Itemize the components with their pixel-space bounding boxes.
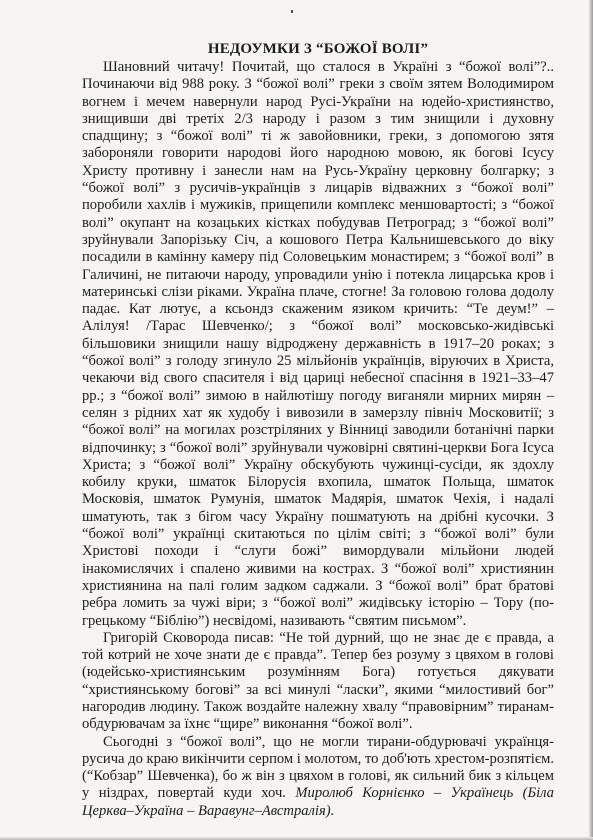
article-title: НЕДОУМКИ З “БОЖОЇ ВОЛІ” [207, 41, 429, 57]
scan-speck [291, 10, 293, 13]
paragraph-2: Григорій Сковорода писав: “Не той дурний, що не знає де є правда, а той котрий не хоче знати де є правда”. Тепер без розуму з цвяхом в голові (юдейсько-християнським розумінням Бога) готується дякувати “християнському богові” за всі минулі “ласки”, якими “милостивий бог” нагородив людину. Також воздайте належну хвалу “правовірним” тиранам-обдурювачам за їхнє “щире” виконання “божої волі”. [82, 629, 554, 733]
paragraph-3-text: Сьогодні з “божої волі”, що не могли тирани-обдурювачі українця-русича до краю викінчити серпом і молотом, то доб'ють хрестом-розпятієм. (“Кобзар” Шевченка), бо ж він з цвяхом в голові, як сильний бик з кільцем у ніздрах, повертай куди хоч. [82, 733, 554, 802]
author-signature: Миролюб Корнієнко – Українець (Біла Церква–Україна – Варавунг–Австралія). [82, 785, 554, 819]
scan-edge-right [589, 0, 593, 840]
article [82, 40, 554, 820]
paragraph-3 [82, 734, 554, 820]
paragraph-1: Шановний читачу! Почитай, що сталося в Україні з “божої волі”?.. Починаючи від 988 року. З “божої волі” греки з своїм зятем Володимиром вогнем і мечем навернули народ Русі-України на юдейо-християнство, знищивши дві третіх 2/3 народу і разом з тим знищили і духовну спадщину; з “божої волі” ті ж завойовники, греки, з допомогою зятя забороняли говорити народові його народною мовою, як богові Ісусу Христу противну і занесли нам на Русь-Україну церковну болгарку; з “божої волі” з русичів-українців з лицарів відважних з “божої волі” поробили хахлів і мужиків, прищепили комплекс меншовартості; з “божої волі” окупант на козацьких кістках побудував Петроград; з “божої волі” зруйнували Запорізьку Січ, а кошового Петра Кальнишевського до віку посадили в камінну камеру під Соловецьким монастирем; з “божої волі” в Галичині, не питаючи народу, упровадили унію і потекла лицарська кров і материнські слізи ріками. Україна плаче, стогне! За головою голова додолу падає. Кат лютує, а ксьондз скаженим язиком кричить: “Те деум!” – Алілуя! /Тарас Шевченко/; з “божої волі” московсько-жидівські більшовики знищили нашу відроджену державність в 1917–20 роках; з “божої волі” з голоду згинуло 25 мільйонів українців, віруючих в Христа, чекаючи від свого спасителя і від цариці небесної спасіння в 1921–33–47 рр.; з “божої волі” зимою в найлютішу погоду виганяли мирних мирян – селян з рідних хат як худобу і вивозили в замерзлу північ Московитії; з “божої волі” на могилах розстріляних у Вінниці заводили ботанічні парки відпочинку; з “божої волі” зруйнували чужовірні святині-церкви Бога Ісуса Христа; з “божої волі” Україну обскубують чужинці-сусіди, як здохлу кобилу круки, шматок Білорусія вхопила, шматок Польща, шматок Московія, шматок Румунія, шматок Мадярія, шматок Чехія, і надалі шматують, так з бігом часу Україну пошматують на дрібні кусочки. З “божої волі” українці скитаються по цілім світі; з “божої волі” були Христові походи і “слуги божі” вимордували мільйони людей інакомислячих і спалено живими на кострах. З “божої волі” християнин християнина на палі голим задком саджали. З “божої волі” брат братові ребра ломить за чужі віри; з “божої волі” жидівську історію – Тору (по-грецькому “Біблію”) несвідомі, називають “святим письмом”. [82, 59, 554, 629]
